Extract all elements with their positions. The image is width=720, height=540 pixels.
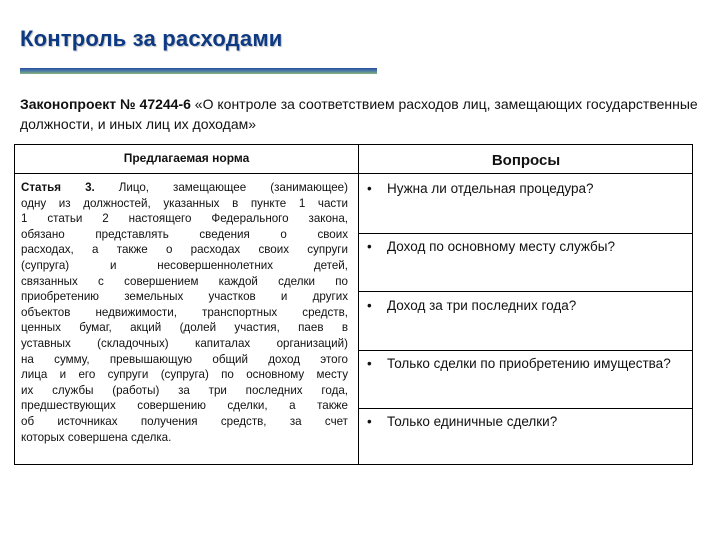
article-text — [21, 180, 348, 445]
article-line: ценных бумаг, акций (долей участия, паев в — [21, 321, 348, 335]
header-proposed-norm: Предлагаемая норма — [123, 151, 250, 165]
article-line: 1 статьи 2 настоящего Федерального закона, — [21, 212, 348, 226]
row-divider — [358, 291, 693, 292]
article-line: на сумму, превышающую общий доход этого — [21, 352, 348, 366]
article-line: расходах, а также о расходах своих супруги — [21, 243, 348, 257]
row-divider — [358, 408, 693, 409]
title-underline — [20, 68, 377, 74]
article-line: объектов недвижимости, транспортных средств, — [21, 305, 348, 319]
bill-subtitle — [20, 94, 700, 134]
article-line: их службы (работы) за три последних года, — [21, 383, 348, 397]
article-line: одну из должностей, указанных в пункте 1 части — [21, 196, 348, 210]
bullet-icon: • — [367, 414, 372, 429]
header-questions: Вопросы — [491, 152, 561, 169]
article-line: лица и его супруги (супруга) по основному месту — [21, 368, 348, 382]
bill-name: «О контроле за соответствием расходов лиц, замещающих государственные должности, и иных лиц их доходам» — [20, 96, 698, 132]
row-divider — [358, 350, 693, 351]
page-title: Контроль за расходами — [20, 26, 283, 51]
article-line: обязано представлять сведения о своих — [21, 227, 348, 241]
article-label: Статья 3. — [21, 181, 95, 194]
column-divider — [358, 145, 359, 464]
article-line: (супруга) и несовершеннолетних детей, — [21, 258, 348, 272]
comparison-table: Предлагаемая норма Вопросы Статья 3. Лицо, замещающее (занимающее) одну из должностей, указанных в пункте 1 части 1 статьи 2 настоящего Федерального закона, обязано представлять сведения о своих расходах, а также о расходах своих супруги (супруга) и несовершеннолетних детей, связанных с совершением каждой сделки по приобретению земельных участков и других объектов недвижимости, транспортных средств, ценных бумаг, акций (долей участия, паев в уставных (складочных) капиталах организаций) на сумму, превышающую общий доход этого лица и его супруги (супруга) по основному месту их службы (работы) за три последних года, предшествующих совершению сделки, а также об источниках получения средств, за счет которых совершена сделка. • Нужна ли отдельная процедура? • Доход по основному месту службы? • Доход за три последних года? • Только сделки по приобретению имущества? • Только единичные сделки? — [14, 144, 693, 465]
bullet-icon: • — [367, 356, 372, 371]
article-line: предшествующих совершению сделки, а также — [21, 399, 348, 413]
bullet-icon: • — [367, 239, 372, 254]
article-line: приобретению земельных участков и других — [21, 290, 348, 304]
bill-number: Законопроект № 47244-6 — [20, 96, 191, 112]
article-line: уставных (складочных) капиталах организаций) — [21, 336, 348, 350]
article-line: об источниках получения средств, за счет — [21, 414, 348, 428]
article-line: которых совершена сделка. — [21, 430, 172, 444]
article-line: Статья 3. Лицо, замещающее (занимающее) — [21, 181, 348, 194]
bullet-icon: • — [367, 181, 372, 196]
bullet-icon: • — [367, 298, 372, 313]
row-divider — [358, 233, 693, 234]
article-line: связанных с совершением каждой сделки по — [21, 274, 348, 288]
